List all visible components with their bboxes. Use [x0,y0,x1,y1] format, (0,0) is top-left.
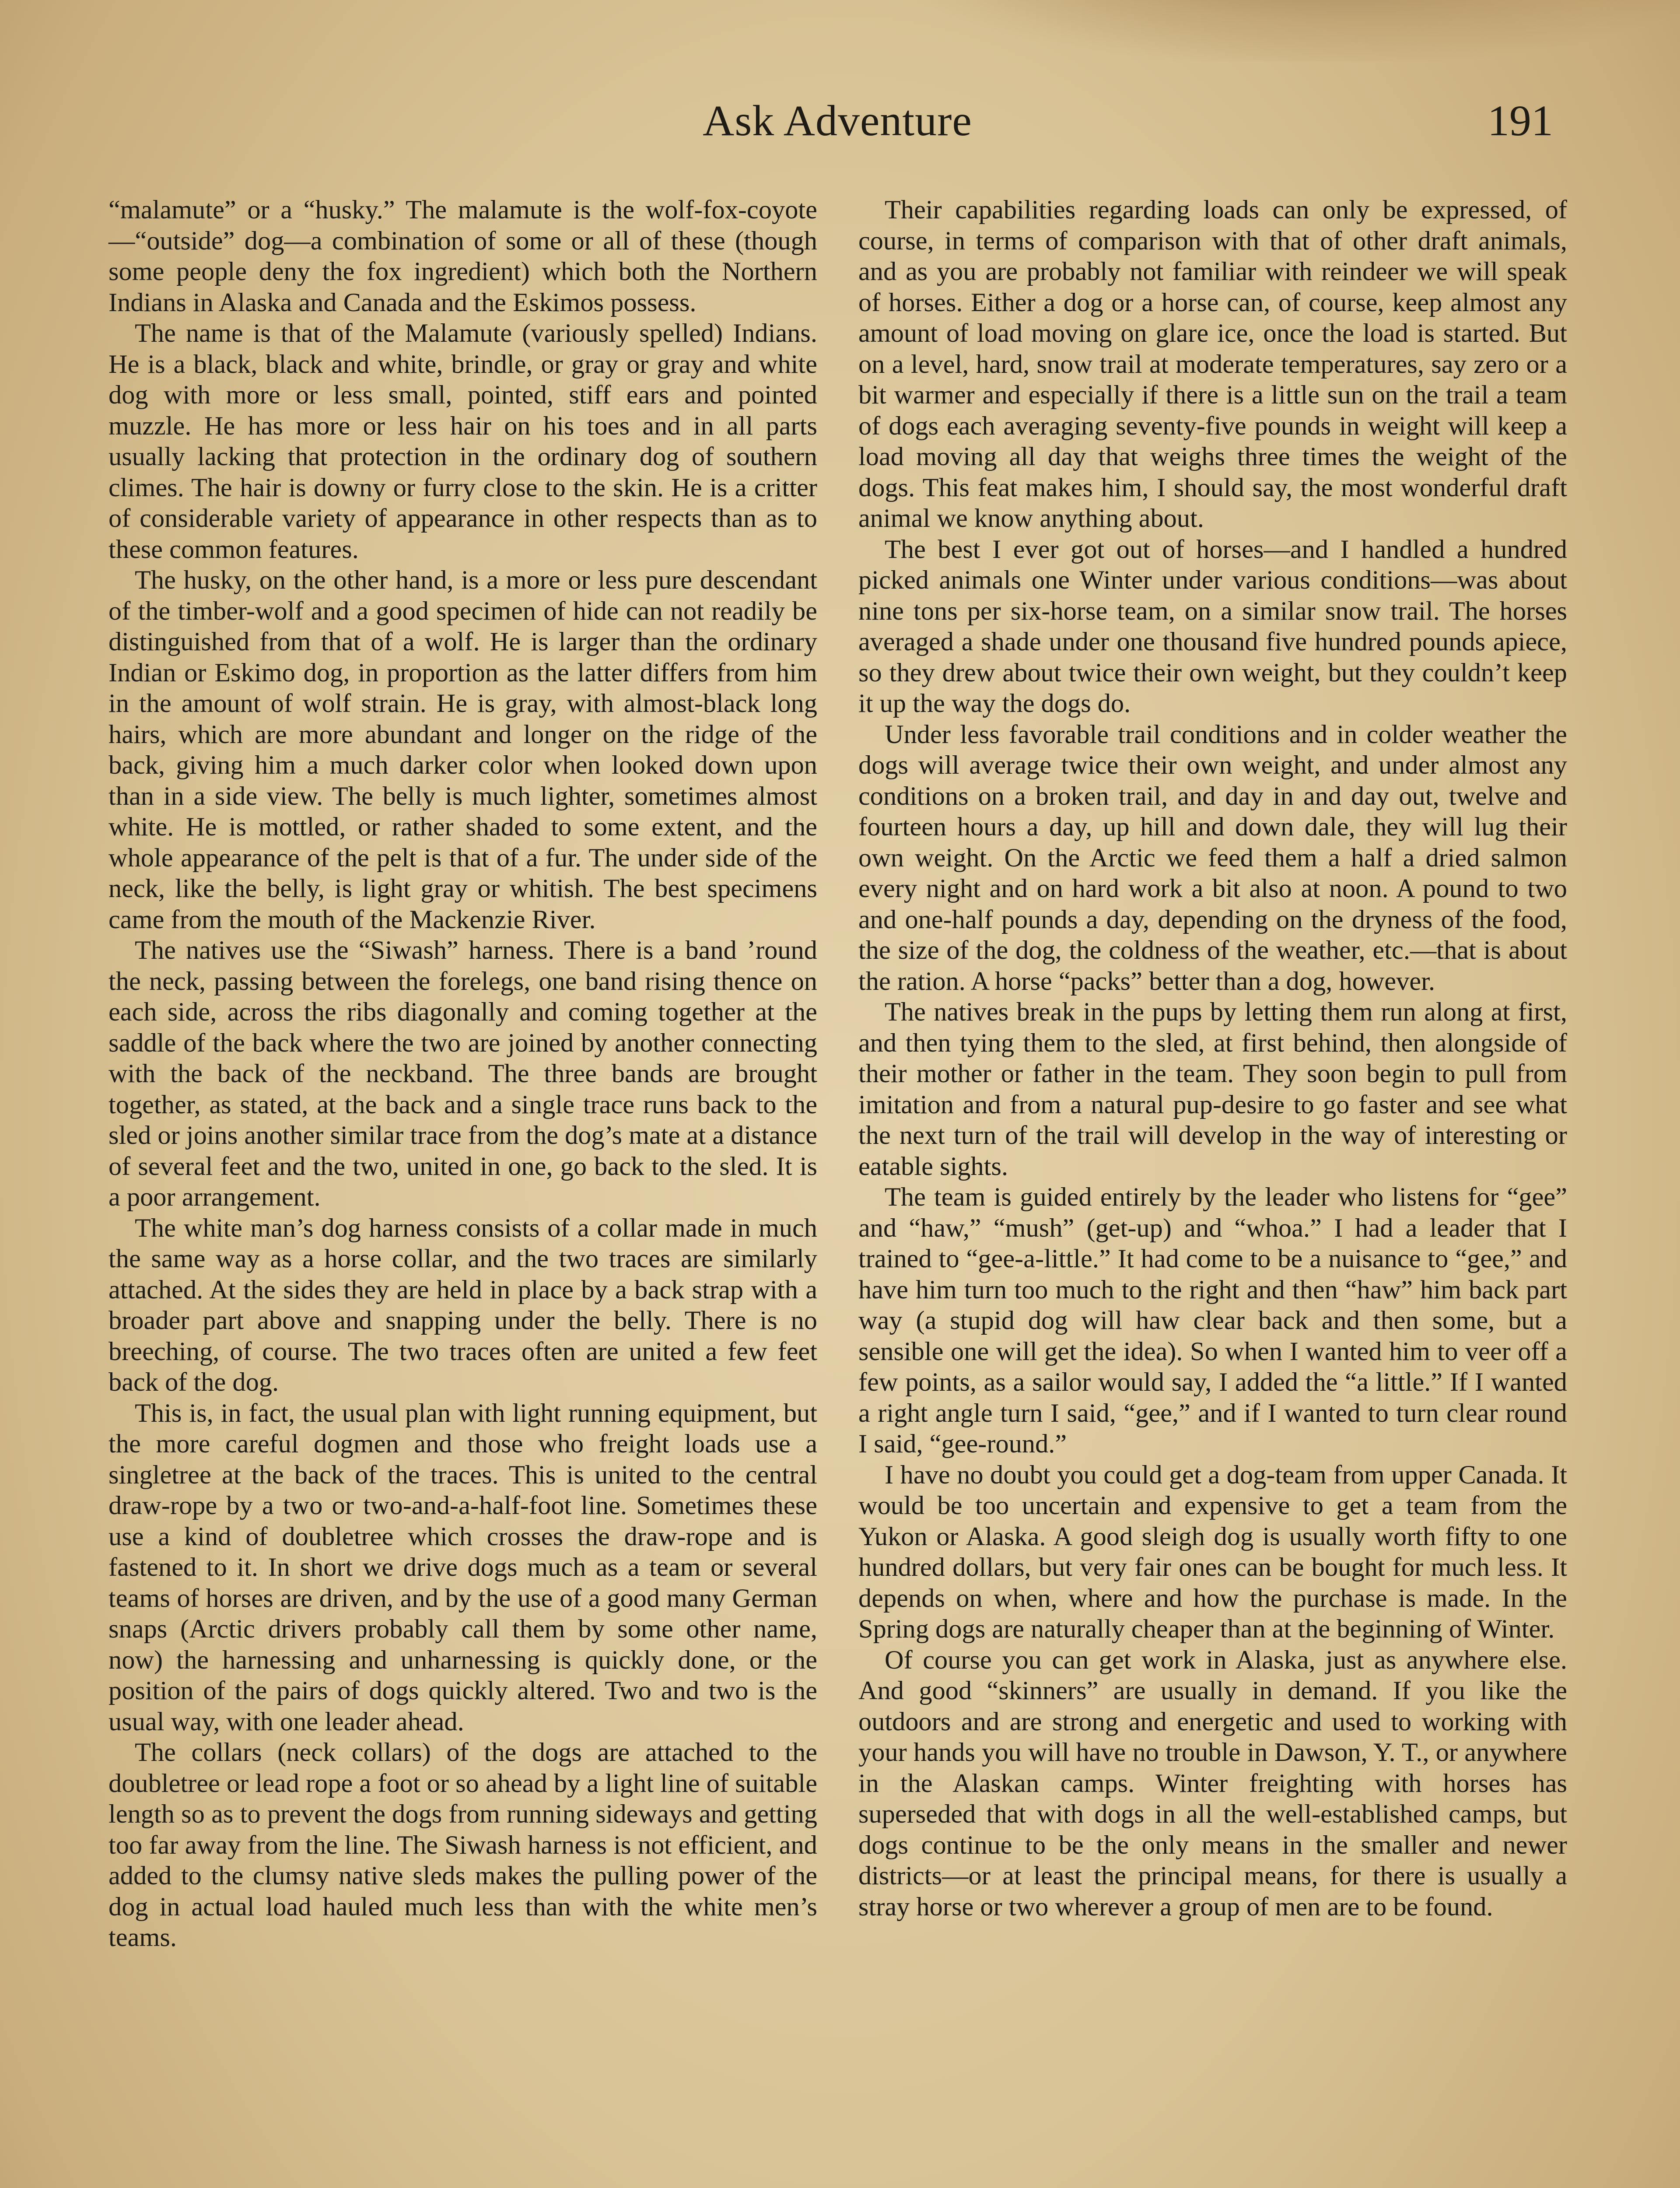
paragraph: The white man’s dog harness consists of a collar made in much the same way as a horse collar, and the two traces are similarly attached. At the sides they are held in place by a back strap with a broader part above and snapping under the belly. There is no breeching, of course. The two traces often are united a few feet back of the dog. [108,1213,817,1397]
paragraph: This is, in fact, the usual plan with light running equipment, but the more careful dogmen and those who freight loads use a singletree at the back of the traces. This is united to the central draw-rope by a two or two-and-a-half-foot line. Sometimes these use a kind of doubletree which crosses the draw-rope and is fastened to it. In short we drive dogs much as a team or several teams of horses are driven, and by the use of a good many German snaps (Arctic drivers probably call them by some other name, now) the harnessing and unharnessing is quickly done, or the position of the pairs of dogs quickly altered. Two and two is the usual way, with one leader ahead. [108,1398,817,1736]
paragraph: Under less favorable trail conditions and in colder weather the dogs will average twice their own weight, and under almost any conditions on a broken trail, and day in and day out, twelve and fourteen hours a day, up hill and down dale, they will lug their own weight. On the Arctic we feed them a half a dried salmon every night and on hard work a bit also at noon. A pound to two and one-half pounds a day, depending on the dryness of the food, the size of the dog, the coldness of the weather, etc.—that is about the ration. A horse “packs” better than a dog, however. [858,719,1567,996]
paragraph: The collars (neck collars) of the dogs are attached to the doubletree or lead rope a foot or so ahead by a light line of suitable length so as to prevent the dogs from running sideways and getting too far away from the line. The Siwash harness is not efficient, and added to the clumsy native sleds makes the pulling power of the dog in actual load hauled much less than with the white men’s teams. [108,1738,817,1952]
paragraph: “malamute” or a “husky.” The malamute is the wolf-fox-coyote—“outside” dog—a combination of some or all of these (though some people deny the fox ingredient) which both the Northern Indians in Alaska and Canada and the Eskimos possess. [108,195,817,317]
paragraph: The team is guided entirely by the leader who listens for “gee” and “haw,” “mush” (get-up) and “whoa.” I had a leader that I trained to “gee-a-little.” It had come to be a nuisance to “gee,” and have him turn too much to the right and then “haw” him back part way (a stupid dog will haw clear back and then some, but a sensible one will get the idea). So when I wanted him to veer off a few points, as a sailor would say, I added the “a little.” If I wanted a right angle turn I said, “gee,” and if I wanted to turn clear round I said, “gee-round.” [858,1182,1567,1459]
paragraph: Their capabilities regarding loads can only be expressed, of course, in terms of comparison with that of other draft animals, and as you are probably not familiar with reindeer we will speak of horses. Either a dog or a horse can, of course, keep almost any amount of load moving on glare ice, once the load is started. But on a level, hard, snow trail at moderate temperatures, say zero or a bit warmer and especially if there is a little sun on the trail a team of dogs each averaging seventy-five pounds in weight will keep a load moving all day that weighs three times the weight of the dogs. This feat makes him, I should say, the most wonderful draft animal we know anything about. [858,195,1567,533]
paper-stain [897,0,1680,61]
paragraph: The husky, on the other hand, is a more or less pure descendant of the timber-wolf and a good specimen of hide can not readily be distinguished from that of a wolf. He is larger than the ordinary Indian or Eskimo dog, in proportion as the latter differs from him in the amount of wolf strain. He is gray, with almost-black long hairs, which are more abundant and longer on the ridge of the back, giving him a much darker color when looked down upon than in a side view. The belly is much lighter, sometimes almost white. He is mottled, or rather shaded to some extent, and the whole appearance of the pelt is that of a fur. The under side of the neck, like the belly, is light gray or whitish. The best specimens came from the mouth of the Mackenzie River. [108,565,817,934]
paragraph: The natives break in the pups by letting them run along at first, and then tying them to the sled, at first behind, then alongside of their mother or father in the team. They soon begin to pull from imitation and from a natural pup-desire to go faster and see what the next turn of the trail will develop in the way of interesting or eatable sights. [858,997,1567,1181]
page-number: 191 [1488,96,1553,145]
paragraph: The best I ever got out of horses—and I handled a hundred picked animals one Winter under various conditions—was about nine tons per six-horse team, on a similar snow trail. The horses averaged a shade under one thousand five hundred pounds apiece, so they drew about twice their own weight, but they couldn’t keep it up the way the dogs do. [858,534,1567,718]
running-title: Ask Adventure [703,96,972,145]
paragraph: The name is that of the Malamute (variously spelled) Indians. He is a black, black and white, brindle, or gray or gray and white dog with more or less small, pointed, stiff ears and pointed muzzle. He has more or less hair on his toes and in all parts usually lacking that protection in the ordinary dog of southern climes. The hair is downy or furry close to the skin. He is a critter of considerable variety of appearance in other respects than as to these common features. [108,319,817,564]
paragraph: I have no doubt you could get a dog-team from upper Canada. It would be too uncertain and expensive to get a team from the Yukon or Alaska. A good sleigh dog is usually worth fifty to one hundred dollars, but very fair ones can be bought for much less. It depends on when, where and how the purchase is made. In the Spring dogs are naturally cheaper than at the beginning of Winter. [858,1460,1567,1644]
paragraph: Of course you can get work in Alaska, just as anywhere else. And good “skinners” are usually in demand. If you like the outdoors and are strong and energetic and used to working with your hands you will have no trouble in Dawson, Y. T., or anywhere in the Alaskan camps. Winter freighting with horses has superseded that with dogs in all the well-established camps, but dogs continue to be the only means in the smaller and newer districts—or at least the principal means, for there is usually a stray horse or two wherever a group of men are to be found. [858,1645,1567,1922]
page-header [108,95,1566,157]
left-column [108,195,817,1953]
right-column [858,195,1567,1922]
paragraph: The natives use the “Siwash” harness. There is a band ’round the neck, passing between the forelegs, one band rising thence on each side, across the ribs diagonally and coming together at the saddle of the back where the two are joined by another connecting with the back of the neckband. The three bands are brought together, as stated, at the back and a single trace runs back to the sled or joins another similar trace from the dog’s mate at a distance of several feet and the two, united in one, go back to the sled. It is a poor arrangement. [108,936,817,1212]
